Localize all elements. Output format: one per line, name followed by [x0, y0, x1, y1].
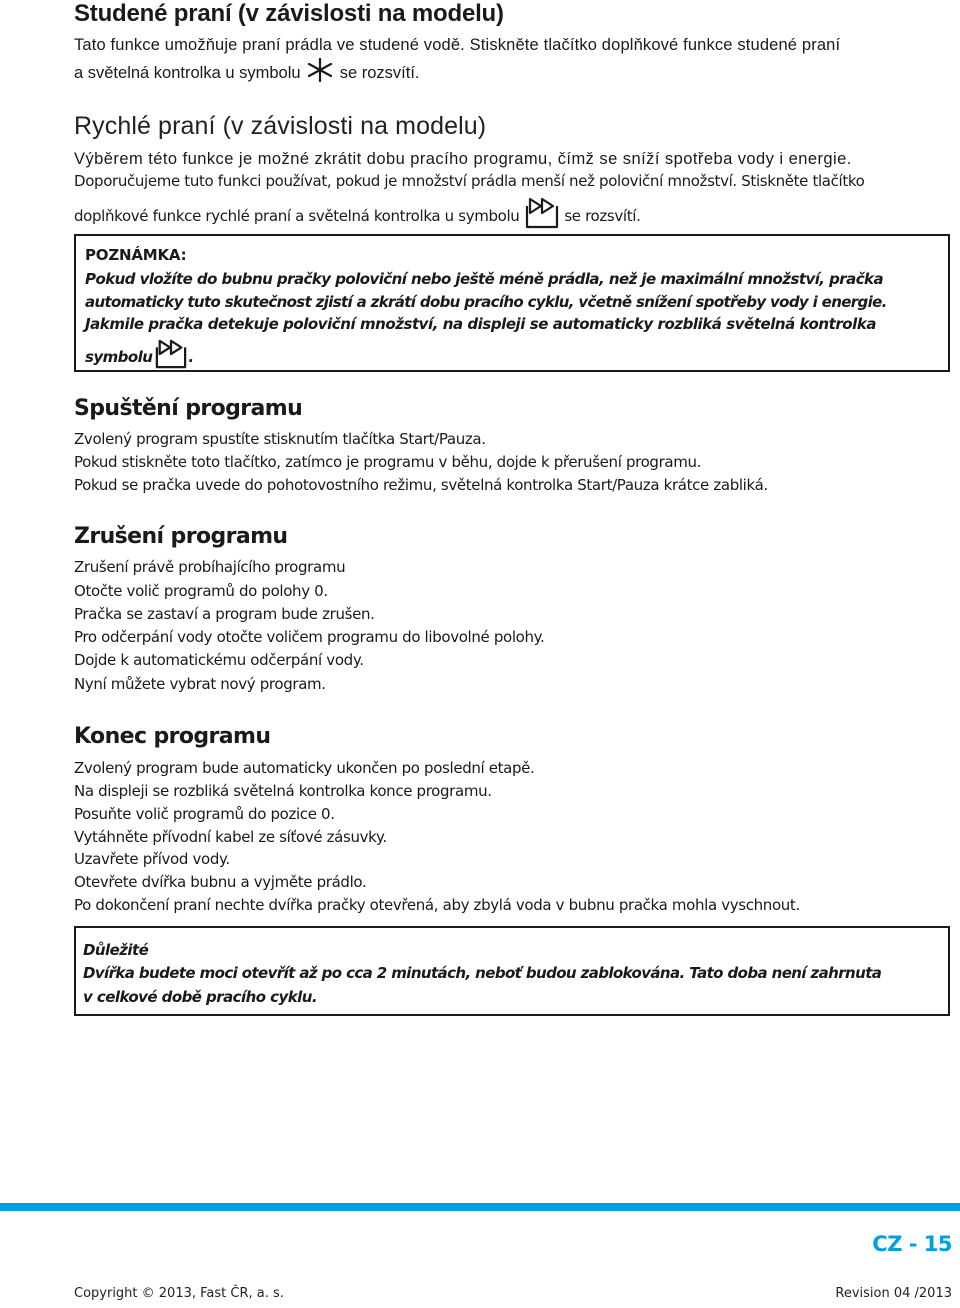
copyright: Copyright © 2013, Fast ČR, a. s. [74, 1286, 284, 1301]
revision-label: Revision [835, 1286, 890, 1301]
cancel-line-4: Pro odčerpání vody otočte voličem programu do libovolné polohy. [74, 628, 545, 646]
start-heading: Spuštění programu [74, 396, 303, 421]
important-line-2: v celkové době pracího cyklu. [83, 988, 318, 1006]
revision [835, 1286, 952, 1301]
cold-wash-heading: Studené praní (v závislosti na modelu) [74, 0, 504, 27]
cold-wash-line-2 [74, 58, 954, 89]
end-line-5: Uzavřete přívod vody. [74, 850, 230, 868]
important-title: Důležité [83, 941, 149, 959]
end-line-3: Posuňte volič programů do pozice 0. [74, 805, 335, 823]
quick-wash-line-1: Výběrem této funkce je možné zkrátit dobu pracího programu, čímž se sníží spotřeba vody i energie. [74, 150, 852, 168]
cold-wash-line-2-end: se rozsvítí. [339, 63, 420, 82]
note-line-3: Jakmile pračka detekuje poloviční množství, na displeji se automaticky rozbliká světelná kontrolka [85, 315, 877, 333]
snowflake-icon [307, 58, 333, 89]
cancel-line-2: Otočte volič programů do polohy 0. [74, 582, 328, 600]
end-line-2: Na displeji se rozbliká světelná kontrolka konce programu. [74, 782, 492, 800]
start-line-1: Zvolený program spustíte stisknutím tlačítka Start/Pauza. [74, 430, 486, 448]
cold-wash-line-2-text: a světelná kontrolka u symbolu [74, 63, 301, 82]
important-box [74, 926, 950, 1016]
end-line-6: Otevřete dvířka bubnu a vyjměte prádlo. [74, 873, 367, 891]
note-line-4-text: symbolu [85, 348, 153, 366]
cancel-heading: Zrušení programu [74, 524, 288, 549]
cancel-line-5: Dojde k automatickému odčerpání vody. [74, 651, 364, 669]
quick-wash-line-3 [74, 196, 954, 237]
cancel-line-1: Zrušení právě probíhajícího programu [74, 558, 346, 576]
cancel-line-6: Nyní můžete vybrat nový program. [74, 675, 326, 693]
note-line-4 [85, 338, 194, 377]
fast-forward-icon [154, 338, 188, 377]
end-heading: Konec programu [74, 724, 271, 749]
cancel-line-3: Pračka se zastaví a program bude zrušen. [74, 605, 375, 623]
start-line-2: Pokud stiskněte toto tlačítko, zatímco je programu v běhu, dojde k přerušení programu. [74, 453, 702, 471]
quick-wash-heading: Rychlé praní (v závislosti na modelu) [74, 112, 487, 140]
revision-value: 04 /2013 [893, 1286, 952, 1301]
important-line-1: Dvířka budete moci otevřít až po cca 2 minutách, neboť budou zablokována. Tato doba není zahrnuta [83, 964, 882, 982]
end-line-4: Vytáhněte přívodní kabel ze síťové zásuvky. [74, 828, 387, 846]
note-line-4-end: . [188, 348, 194, 366]
page-number: CZ - 15 [872, 1232, 952, 1256]
quick-wash-line-3-text: doplňkové funkce rychlé praní a světelná kontrolka u symbolu [74, 207, 520, 225]
note-line-2: automaticky tuto skutečnost zjistí a zkrátí dobu pracího cyklu, včetně snížení spotřeby vody i energie. [85, 293, 887, 311]
end-line-1: Zvolený program bude automaticky ukončen po poslední etapě. [74, 759, 535, 777]
note-line-1: Pokud vložíte do bubnu pračky poloviční nebo ještě méně prádla, než je maximální množství, pračka [85, 270, 884, 288]
start-line-3: Pokud se pračka uvede do pohotovostního režimu, světelná kontrolka Start/Pauza krátce zabliká. [74, 476, 768, 494]
footer-accent-bar [0, 1203, 960, 1211]
end-line-7: Po dokončení praní nechte dvířka pračky otevřená, aby zbylá voda v bubnu pračka mohla vyschnout. [74, 896, 800, 914]
note-box [74, 234, 950, 372]
cold-wash-line-1: Tato funkce umožňuje praní prádla ve studené vodě. Stiskněte tlačítko doplňkové funkce studené praní [74, 36, 841, 54]
quick-wash-line-2: Doporučujeme tuto funkci používat, pokud je množství prádla menší než poloviční množství. Stiskněte tlačítko [74, 172, 865, 190]
fast-forward-icon [524, 196, 560, 237]
note-title: POZNÁMKA: [85, 246, 187, 264]
quick-wash-line-3-end: se rozsvítí. [564, 207, 641, 225]
